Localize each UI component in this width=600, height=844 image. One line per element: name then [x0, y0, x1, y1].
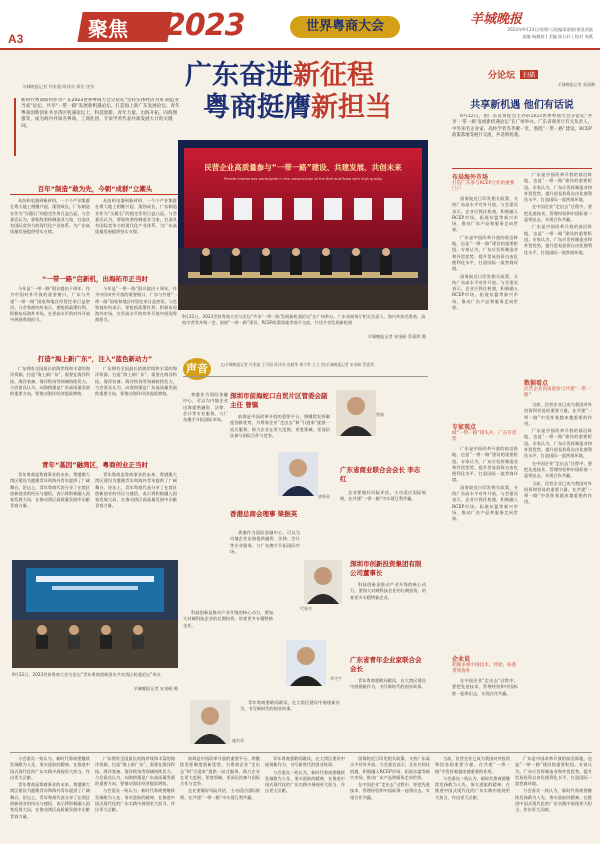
article-paragraph: 与会嘉宾一致认为，新时代粤商要继续发扬敢为人先、务实进取的精神，在推进中国式现代化的广东实践中展现更大担当、作出更大贡献。 — [515, 788, 592, 813]
photo-caption: 9月22日，2023世界粤商大会分论坛“青年粤商创新创业共享湾区机遇论坛”举办 — [12, 672, 161, 677]
article-column — [452, 678, 518, 744]
right-subheading-sub: 把握多重中国技术、经验、标准带到海外 — [452, 663, 517, 674]
article-column — [10, 366, 90, 432]
article-paragraph: 当前，民营企业已成为我国对外投资和贸易的重要力量，在共建“一带一路”中发挥着越来越重要的作用。 — [524, 480, 592, 505]
article-paragraph: 广东是中国改革开放的前沿阵地，也是“一带一路”建设的重要枢纽。专家认为，广东应发挥制造业和外贸优势，提升贸易投资自由化便利化水平，打造国际一流营商环境。 — [524, 172, 592, 203]
article-paragraph: 青年粤商是粤商事业的未来。粤港澳大湾区建设为港澳青年和海外青年提供了广阔舞台。论坛上，青年粤商代表分享了在湾区创新创业的经历与感悟，表示将积极融入国家发展大局，在推动湾区高质量发展中贡献青春力量。 — [95, 472, 177, 509]
quote-title: 深圳市创新投资集团有限公司董事长 — [350, 560, 422, 577]
quote-paragraph: 企业要做好风险评估，主动适应国际规则，在共建“一带一路”中实现互利共赢。 — [340, 490, 426, 502]
headline-part: 广东奋进 — [185, 60, 293, 91]
quote-title: 广东省青年企业家联合会会长 — [350, 656, 422, 673]
portrait — [190, 700, 230, 744]
article-column — [10, 472, 90, 556]
bottom-column — [435, 756, 510, 838]
bottom-column — [10, 756, 90, 838]
article-paragraph: 青年粤商要敢闯敢试，在大湾区建设中展现新作为，书写新时代的创业故事。 — [265, 756, 345, 768]
forum-photo-art — [12, 560, 178, 668]
article-paragraph: 国务院近日印发相关政策，支持广东高水平对外开放。与会嘉宾表示，企业应抓住机遇，积极融入RCEP市场，拓展东盟等新兴市场，推动广东产品和服务走向世界。 — [350, 756, 430, 780]
article-column — [10, 286, 90, 348]
article-paragraph: 今年是“一带一路”倡议提出十周年。作为中国对外开放的重要窗口，广东与共建“一带一路”国家和地区经贸往来日益密切。与会粤商纷纷表示，要抢抓政策红利，积极布局海外市场，在更高水平的对外开放中展现粤商担当。 — [10, 286, 90, 323]
right-subheading: 布局海外市场 — [452, 174, 489, 181]
quote-title: 广东省商业联合会会长 李志红 — [340, 466, 421, 483]
quote-title: 深圳市前海蛇口自贸片区管委会副主任 曾镇 — [230, 392, 328, 409]
bottom-column — [180, 756, 260, 838]
article-paragraph: 与会嘉宾一致认为，新时代粤商要继续发扬敢为人先、务实进取的精神，在推进中国式现代化的广东实践中展现更大担当、作出更大贡献。 — [435, 775, 510, 800]
article-paragraph: 广东是中国改革开放的前沿阵地，也是“一带一路”建设的重要枢纽。专家认为，广东应发挥制造业和外贸优势，提升贸易投资自由化便利化水平，打造国际一流营商环境。 — [524, 428, 592, 459]
quote-body — [183, 610, 273, 696]
page-number: A3 — [8, 32, 24, 46]
article-paragraph: 在中国企业“走出去”过程中，要把先进技术、管理经验和中国标准一起带出去，实现合作共赢。 — [524, 460, 592, 479]
focus-title: 聚焦 — [88, 17, 128, 41]
article-paragraph: 与会嘉宾一致认为，新时代粤商要继续发扬敢为人先、务实进取的精神，在推进中国式现代化的广东实践中展现更大担当、作出更大贡献。 — [265, 769, 345, 794]
article-paragraph: 与会嘉宾一致认为，新时代粤商要继续发扬敢为人先、务实进取的精神，在推进中国式现代化的广东实践中展现更大担当、作出更大贡献。 — [95, 788, 175, 813]
divider — [183, 376, 428, 377]
headline-highlight: 新担当 — [311, 92, 392, 123]
portrait — [336, 390, 376, 436]
editors-line: 责编 杨德源 | 美编 陈日轩 | 校对 周燕 — [522, 34, 593, 39]
forum-photo — [12, 560, 178, 668]
article-column — [95, 366, 177, 432]
dateline: 2023年9月23日/星期六/责编梁嘉敏/视觉武航 — [507, 27, 593, 32]
article-paragraph: 在中国企业“走出去”过程中，要把先进技术、管理经验和中国标准一起带出去，实现合作共赢。 — [350, 782, 430, 800]
article-paragraph: 青年粤商是粤商事业的未来。粤港澳大湾区建设为港澳青年和海外青年提供了广阔舞台。论坛上，青年粤商代表分享了在湾区创新创业的经历与感悟，表示将积极融入国家发展大局，在推动湾区高质量发展中贡献青春力量。 — [10, 782, 90, 819]
portrait — [304, 560, 342, 604]
article-column — [95, 198, 177, 264]
article-paragraph: 从纺织电器到新材料，一个个产业集群在粤大地上相继兴起、蓬勃成长，广东制造业作为“压舱石”的稳定作用日益凸显。与会嘉宾认为，要始终坚持制造业当家，打造具有国际竞争力的现代化产业体系，为广东高质量发展提供坚实支撑。 — [10, 198, 90, 235]
article-paragraph: 企业要做好风险评估，主动适应国际规则，在共建“一带一路”中实现互利共赢。 — [180, 788, 260, 800]
divider — [10, 752, 592, 753]
quote-body — [230, 530, 300, 600]
voices-credits: 文/羊城晚报记者 许张超 王丹阳 陈泽宾 连晓华 郑少荣 王立 图/羊城晚报记者 宋金峪 蔡嘉鸿 — [220, 362, 374, 367]
portrait — [286, 640, 326, 686]
portrait-name: 唐秉章 — [318, 494, 330, 499]
article-column — [524, 172, 592, 372]
right-subheading-sub: 做“一带一路”排头兵，广东有优势 — [452, 431, 517, 442]
paper-logo: 羊城晚报 — [470, 12, 523, 27]
article-paragraph: 广东是中国改革开放的前沿阵地，也是“一带一路”建设的重要枢纽。专家认为，广东应发挥制造业和外贸优势，提升贸易投资自由化便利化水平，打造国际一流营商环境。 — [524, 224, 592, 255]
stage-caption: 9月22日，2023世界粤商大会分论坛“共享‘一带一路’发展新机遇论坛”在广州举办。广东省商务厅相关负责人、海内外知名粤商、高校学者等齐聚一堂，围绕“一带一路”建设、RCEP政策落地等展开交流，共话共享发展新机遇 — [182, 314, 426, 325]
right-headline: 共享新机遇 他们有话说 — [470, 100, 574, 111]
article-paragraph: 广东是中国改革开放的前沿阵地，也是“一带一路”建设的重要枢纽。专家认为，广东应发挥制造业和外贸优势，提升贸易投资自由化便利化水平，打造国际一流营商环境。 — [515, 756, 592, 787]
article-paragraph: 当前，民营企业已成为我国对外投资和贸易的重要力量，在共建“一带一路”中发挥着越来越重要的作用。 — [524, 402, 592, 426]
article-column — [452, 446, 518, 646]
article-paragraph: 在中国企业“走出去”过程中，要把先进技术、管理经验和中国标准一起带出去，实现合作共赢。 — [452, 678, 518, 696]
quote-paragraph: 科技创新是推动产业升级的核心动力，要加大对硬科技企业的长期投资，培育更多专精特新企业。 — [350, 582, 426, 600]
section-heading: 百年“制造”敢为先，今朝“成群”立潮头 — [37, 185, 153, 193]
quote-paragraph: 青年粤商要敢闯敢试，在大湾区建设中展现新作为，书写新时代的创业故事。 — [350, 678, 426, 690]
right-lead — [452, 114, 592, 164]
photo-credit: 羊城晚报记者 宋金峪 摄 — [133, 686, 178, 691]
quote-body — [350, 678, 426, 728]
stage-credit: 羊城晚报记者 宋金峪 蔡嘉鸿 摄 — [367, 334, 426, 339]
portrait-name: 曾镇 — [376, 412, 384, 417]
voices-badge: 声音 — [183, 358, 211, 380]
quote-body — [350, 582, 426, 646]
sub-forum-label: 分论坛 — [488, 71, 516, 81]
portrait-name: 李守宇 — [330, 676, 342, 681]
right-subheading: 数据看点 — [524, 380, 549, 387]
quote-paragraph: 香港作为国际金融中心，可以为内地企业出海提供融资、法律、会计等专业服务，与广东携手开拓国际市场。 — [183, 392, 228, 423]
portrait-name: 代春杰 — [300, 606, 312, 611]
bottom-column — [95, 756, 175, 838]
right-subheading: 企业说 — [452, 656, 471, 663]
stage-photo-art — [178, 140, 428, 310]
article-paragraph: 广东拥有全国最长的海岸线和丰富的海洋资源。打造“海上新广东”，需要在海洋科技、海洋装备、海洋牧场等领域持续发力。与会嘉宾认为，向海图强是广东高质量发展的重要方向，要推动海洋经济提质增效。 — [10, 366, 90, 397]
article-paragraph: 青年粤商是粤商事业的未来。粤港澳大湾区建设为港澳青年和海外青年提供了广阔舞台。论坛上，青年粤商代表分享了在湾区创新创业的经历与感悟，表示将积极融入国家发展大局，在推动湾区高质量发展中贡献青春力量。 — [10, 472, 90, 509]
portrait — [278, 452, 318, 496]
article-column — [95, 472, 177, 556]
quote-paragraph: 青年粤商要敢闯敢试，在大湾区建设中展现新作为，书写新时代的创业故事。 — [240, 700, 340, 712]
article-paragraph: 国务院近日印发相关政策，支持广东高水平对外开放。与会嘉宾表示，企业应抓住机遇，积极融入RCEP市场，拓展东盟等新兴市场，推动广东产品和服务走向世界。 — [452, 273, 518, 311]
headline-highlight: 新征程 — [293, 60, 374, 91]
sub-forum-label-extra: 扫描 — [520, 70, 538, 79]
bottom-column — [515, 756, 592, 838]
stage-banner-title: 民营企业高质量参与“一带一路”建设、共建发展、共创未来 — [204, 163, 402, 172]
article-paragraph: 广东是中国改革开放的前沿阵地，也是“一带一路”建设的重要枢纽。专家认为，广东应发挥制造业和外贸优势，提升贸易投资自由化便利化水平，打造国际一流营商环境。 — [452, 446, 518, 483]
lead-box: 新时代粤商如何作为？在2023世界粤商大会分论坛“坚持实体经济为本 制造业当家”论坛、共享“一带一路”发展新机遇论坛、打造海上新广东发展论坛、青年粤商创新创业共享湾区机遇论坛上，科技创新、青年力量、出海开拓、向海图强等，成为海内外知名粤商、工商社团、专家学者代表共商发展大计的关键词。 — [14, 98, 181, 156]
article-paragraph: 广东是中国改革开放的前沿阵地，也是“一带一路”建设的重要枢纽。专家认为，广东应发挥制造业和外贸优势，提升贸易投资自由化便利化水平，打造国际一流营商环境。 — [452, 234, 518, 272]
quote-paragraph: 科技创新是推动产业升级的核心动力，要加大对硬科技企业的长期投资，培育更多专精特新企业。 — [183, 610, 273, 628]
quote-paragraph: 香港作为国际金融中心，可以为内地企业出海提供融资、法律、会计等专业服务，与广东携手开拓国际市场。 — [230, 530, 300, 554]
article-paragraph: 9月22日，由广东省贸促会主办的2023世界粤商大会分论坛“共享‘一带一路’发展新机遇论坛”在广州举办。广东省商务厅有关负责人，中外知名企业家、高校学者等齐聚一堂，围绕“一带一路”建设、RCEP政策落地等展开交流，共话新机遇。 — [452, 114, 592, 138]
divider — [10, 194, 180, 195]
quote-body — [340, 490, 426, 550]
quote-body — [240, 700, 340, 746]
quote-title: 香港总商会理事 梁振英 — [230, 510, 298, 518]
quote-body — [183, 392, 228, 482]
right-reporter: 羊城晚报记者 莫丽琳 — [557, 82, 595, 87]
main-headline — [185, 60, 445, 124]
article-paragraph: 前海是中国改革开放的重要平台，将继续发挥制度创新优势，为粤商企业“走出去”和“引进来”提供一站式服务，助力企业在更大范围、更宽领域、更深层次参与国际合作与竞争。 — [180, 756, 260, 787]
article-column — [95, 286, 177, 348]
article-column — [524, 402, 592, 702]
article-paragraph: 在中国企业“走出去”过程中，要把先进技术、管理经验和中国标准一起带出去，实现合作共赢。 — [524, 204, 592, 223]
article-paragraph: 广东拥有全国最长的海岸线和丰富的海洋资源。打造“海上新广东”，需要在海洋科技、海洋装备、海洋牧场等领域持续发力。与会嘉宾认为，向海图强是广东高质量发展的重要方向，要推动海洋经济提质增效。 — [95, 756, 175, 787]
article-paragraph: 当前，民营企业已成为我国对外投资和贸易的重要力量，在共建“一带一路”中发挥着越来越重要的作用。 — [435, 756, 510, 774]
divider — [452, 168, 592, 169]
stage-photo — [178, 140, 428, 310]
article-column — [452, 196, 518, 416]
portrait-name: 施若英 — [232, 738, 244, 743]
article-paragraph: 广东拥有全国最长的海岸线和丰富的海洋资源。打造“海上新广东”，需要在海洋科技、海洋装备、海洋牧场等领域持续发力。与会嘉宾认为，向海图强是广东高质量发展的重要方向，要推动海洋经济提质增效。 — [95, 366, 177, 397]
quote-paragraph: 前海是中国改革开放的重要平台，将继续发挥制度创新优势，为粤商企业“走出去”和“引进来”提供一站式服务，助力企业在更大范围、更宽领域、更深层次参与国际合作与竞争。 — [230, 414, 330, 438]
section-heading: 打造“海上新广东”，注入“蓝色新动力” — [37, 355, 153, 363]
section-heading: 青年“基因”融湾区，粤商创业正当时 — [41, 461, 149, 469]
article-paragraph: 国务院近日印发相关政策，支持广东高水平对外开放。与会嘉宾表示，企业应抓住机遇，积极融入RCEP市场，拓展东盟等新兴市场，推动广东产品和服务走向世界。 — [452, 484, 518, 522]
left-reporters: 羊城晚报记者 许张超 陈泽宾 柯宏 沈钊 — [22, 84, 95, 89]
article-paragraph: 与会嘉宾一致认为，新时代粤商要继续发扬敢为人先、务实进取的精神，在推进中国式现代化的广东实践中展现更大担当、作出更大贡献。 — [10, 756, 90, 780]
bottom-column — [350, 756, 430, 838]
article-paragraph: 国务院近日印发相关政策，支持广东高水平对外开放。与会嘉宾表示，企业应抓住机遇，积极融入RCEP市场，拓展东盟等新兴市场，推动广东产品和服务走向世界。 — [452, 196, 518, 233]
headline-part: 粤商挺膺 — [203, 92, 311, 123]
stage-banner-subtitle: Private enterprises participate in the construction of the Belt and Road with high quality — [223, 177, 383, 181]
article-paragraph: 今年是“一带一路”倡议提出十周年。作为中国对外开放的重要窗口，广东与共建“一带一路”国家和地区经贸往来日益密切。与会粤商纷纷表示，要抢抓政策红利，积极布局海外市场，在更高水平的对外开放中展现粤商担当。 — [95, 286, 177, 323]
article-column — [10, 198, 90, 264]
right-subheading-sub: 打造广东参与RCEP合作的重要门户 — [452, 181, 515, 192]
bottom-column — [265, 756, 345, 838]
section-heading: “一带一路”启新机，出海拓市正当时 — [41, 275, 149, 283]
article-paragraph: 从纺织电器到新材料，一个个产业集群在粤大地上相继兴起、蓬勃成长，广东制造业作为“压舱石”的稳定作用日益凸显。与会嘉宾认为，要始终坚持制造业当家，打造具有国际竞争力的现代化产业体系，为广东高质量发展提供坚实支撑。 — [95, 198, 177, 235]
right-subheading: 专家观点 — [452, 424, 477, 431]
year-title: 2023 — [165, 8, 245, 43]
event-title: 世界粤商大会 — [290, 16, 400, 38]
right-subheading-sub: 民营企业高质量参与共建“一带一路” — [524, 387, 591, 398]
